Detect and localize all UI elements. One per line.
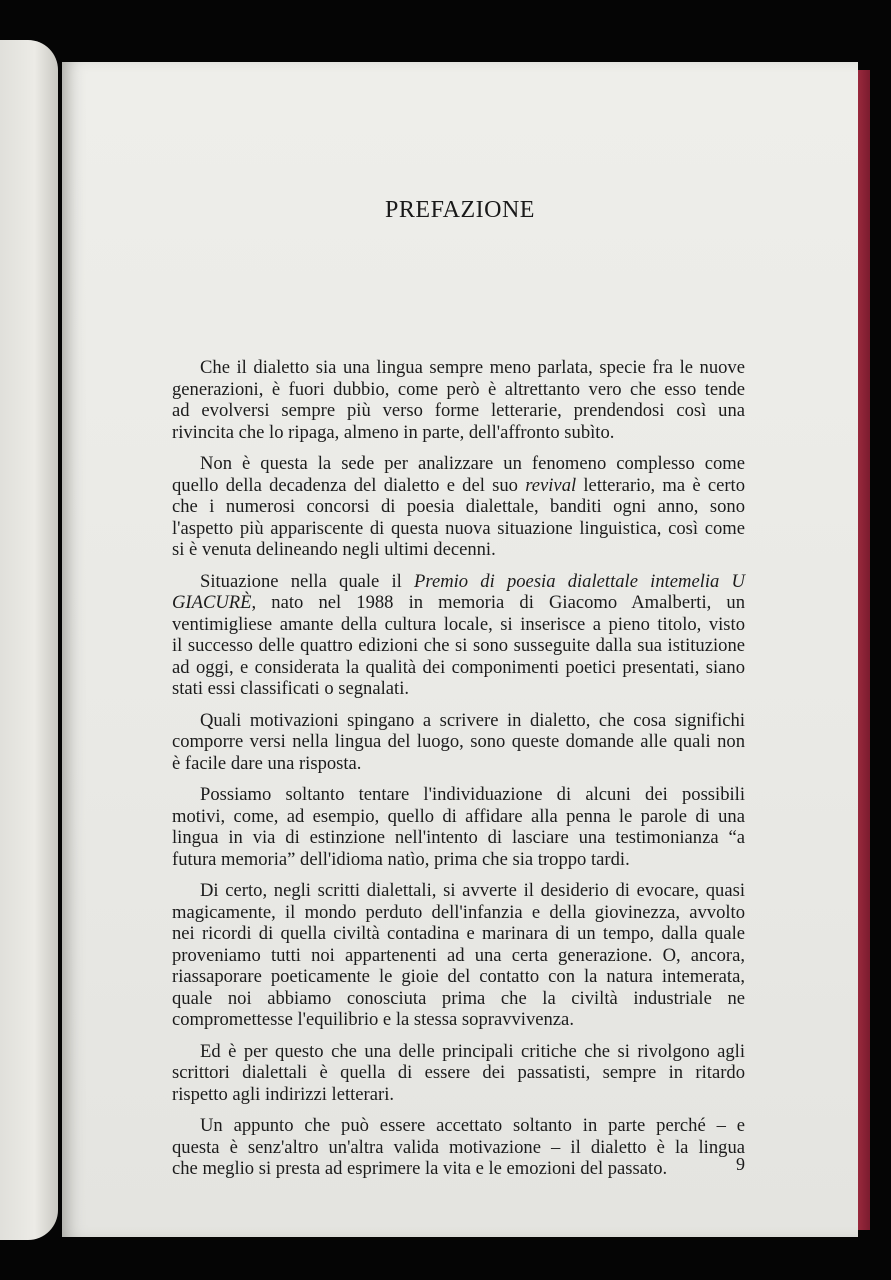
text-segment: il successo delle quattro edizioni che si sono susseguite dalla sua istituzione: [172, 635, 745, 656]
text-segment: Ed è per questo che una delle principali critiche che si rivolgono agli: [200, 1040, 745, 1062]
text-line: [172, 731, 745, 753]
text-segment: Non è questa la sede per analizzare un fenomeno complesso come: [200, 453, 745, 474]
facing-left-page: [0, 40, 58, 1240]
text-segment: proveniamo tutti noi appartenenti ad una certa generazione. O, ancora,: [172, 944, 745, 966]
text-line: [172, 710, 745, 732]
text-segment: ad evolversi sempre più verso forme letterarie, prendendosi così una: [172, 400, 745, 421]
italic-text: revival: [525, 474, 577, 496]
paragraph: [172, 710, 745, 775]
italic-text: Premio di poesia dialettale intemelia U: [414, 570, 745, 592]
text-line: [172, 966, 745, 988]
text-segment: Situazione nella quale il: [200, 570, 415, 592]
text-line: [172, 657, 745, 679]
text-line: [172, 849, 745, 871]
text-line: [172, 571, 745, 593]
paragraph: [172, 357, 745, 443]
paragraph: [172, 1115, 745, 1180]
page-number: 9: [736, 1154, 745, 1174]
italic-text: GIACURÈ: [172, 592, 252, 613]
text-segment: Di certo, negli scritti dialettali, si avverte il desiderio di evocare, quasi: [200, 880, 745, 901]
text-segment: scrittori dialettali è quella di essere dei passatisti, sempre in ritardo: [172, 1062, 745, 1083]
text-line: [172, 400, 745, 422]
text-segment: è facile dare una risposta.: [172, 752, 362, 774]
text-segment: Un appunto che può essere accettato soltanto in parte perché – e: [200, 1115, 745, 1136]
text-segment: motivi, come, ad esempio, quello di affidare alla penna le parole di una: [172, 805, 745, 827]
paragraph: [172, 571, 745, 700]
text-segment: letterario, ma è certo: [576, 474, 745, 496]
text-segment: Possiamo soltanto tentare l'individuazione di alcuni dei possibili: [200, 784, 745, 805]
text-segment: stati essi classificati o segnalati.: [172, 678, 410, 699]
text-line: [172, 753, 745, 775]
text-line: [172, 379, 745, 401]
text-line: [172, 422, 745, 444]
text-line: [172, 1041, 745, 1063]
text-line: [172, 784, 745, 806]
text-line: [172, 678, 745, 700]
text-segment: rispetto agli indirizzi letterari.: [172, 1083, 395, 1105]
text-segment: l'aspetto più appariscente di questa nuova situazione linguistica, così come: [172, 517, 745, 539]
text-line: [172, 1062, 745, 1084]
page-title: PREFAZIONE: [385, 197, 535, 223]
text-segment: Quali motivazioni spingano a scrivere in dialetto, che cosa significhi: [200, 709, 745, 731]
text-segment: magicamente, il mondo perduto dell'infanzia e della giovinezza, avvolto: [172, 901, 745, 923]
text-segment: che i numerosi concorsi di poesia dialettale, banditi ogni anno, sono: [172, 496, 745, 517]
book-page: [62, 62, 858, 1237]
text-line: [172, 475, 745, 497]
text-line: [172, 1115, 745, 1137]
text-segment: compromettesse l'equilibrio e la stessa sopravvivenza.: [172, 1009, 574, 1030]
text-segment: ventimigliese amante della cultura locale, si inserisce a pieno titolo, visto: [172, 613, 745, 635]
text-segment: si è venuta delineando negli ultimi decenni.: [172, 539, 496, 560]
text-line: [172, 902, 745, 924]
text-segment: riassaporare poeticamente le gioie del contatto con la natura intemerata,: [172, 966, 745, 987]
text-line: [172, 1158, 745, 1180]
text-segment: comporre versi nella lingua del luogo, sono queste domande alle quali non: [172, 731, 745, 752]
text-segment: futura memoria” dell'idioma natìo, prima che sia troppo tardi.: [172, 848, 630, 870]
text-segment: che meglio si presta ad esprimere la vita e le emozioni del passato.: [172, 1158, 668, 1179]
paragraph: [172, 1041, 745, 1106]
text-line: [172, 539, 745, 561]
text-line: [172, 827, 745, 849]
paragraph: [172, 784, 745, 870]
text-line: [172, 923, 745, 945]
text-line: [172, 1084, 745, 1106]
text-segment: , nato nel 1988 in memoria di Giacomo Amalberti, un: [251, 592, 745, 613]
text-line: [172, 806, 745, 828]
text-line: [172, 635, 745, 657]
text-line: [172, 453, 745, 475]
text-line: [172, 988, 745, 1010]
text-line: [172, 880, 745, 902]
text-segment: quale noi abbiamo conosciuta prima che la civiltà industriale ne: [172, 987, 745, 1009]
text-segment: rivincita che lo ripaga, almeno in parte, dell'affronto subìto.: [172, 421, 615, 443]
text-line: [172, 614, 745, 636]
text-segment: quello della decadenza del dialetto e del suo: [172, 474, 526, 496]
text-line: [172, 945, 745, 967]
text-line: [172, 357, 745, 379]
text-line: [172, 1009, 745, 1031]
text-line: [172, 592, 745, 614]
paragraph: [172, 453, 745, 561]
text-segment: generazioni, è fuori dubbio, come però è altrettanto vero che esso tende: [172, 378, 745, 400]
text-line: [172, 1137, 745, 1159]
text-segment: ad oggi, e considerata la qualità dei componimenti poetici presentati, siano: [172, 656, 745, 678]
text-segment: Che il dialetto sia una lingua sempre meno parlata, specie fra le nuove: [200, 357, 745, 378]
text-line: [172, 518, 745, 540]
preface-body: [172, 357, 745, 1190]
paragraph: [172, 880, 745, 1031]
text-line: [172, 496, 745, 518]
text-segment: questa è senz'altro un'altra valida motivazione – il dialetto è la lingua: [172, 1136, 745, 1158]
text-segment: nei ricordi di quella civiltà contadina e marinara di un tempo, dalla quale: [172, 923, 745, 944]
text-segment: lingua in via di estinzione nell'intento di lasciare una testimonianza “a: [172, 827, 745, 848]
